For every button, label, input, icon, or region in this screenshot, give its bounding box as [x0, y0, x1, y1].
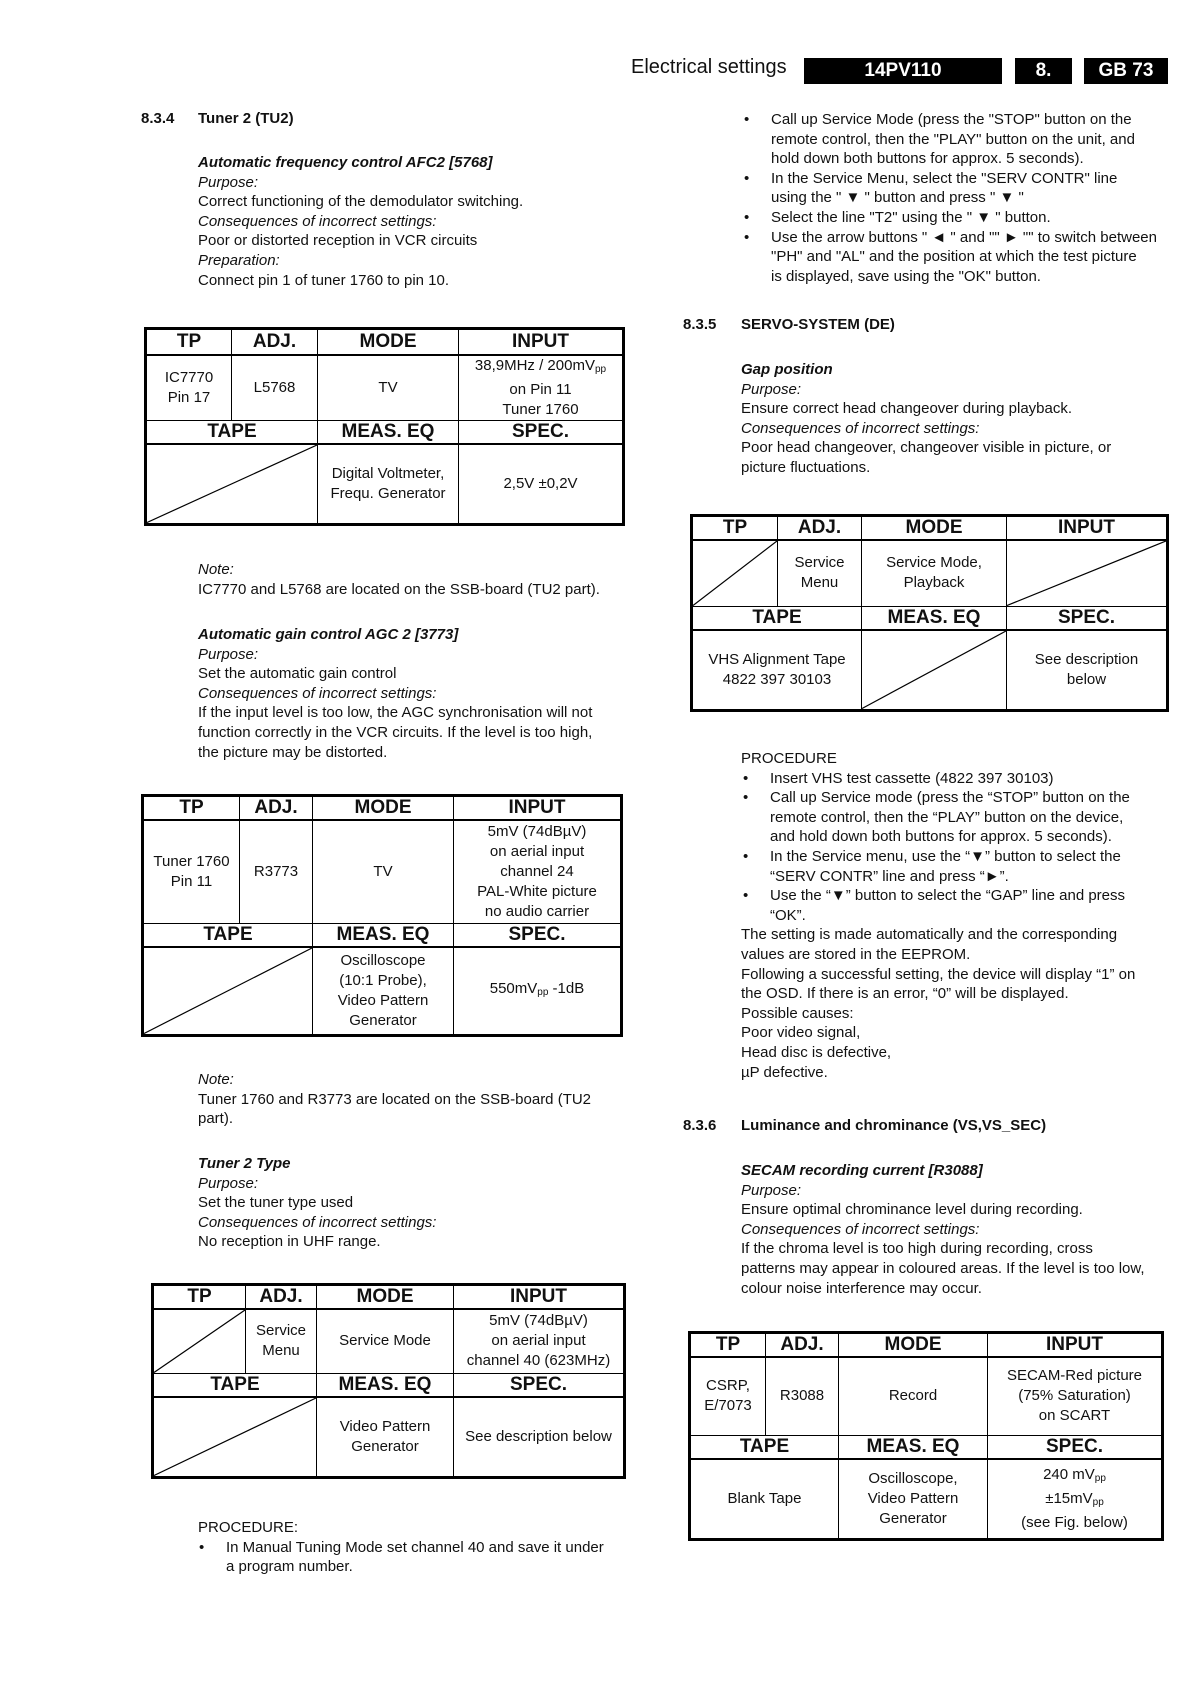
col-header-tape: TAPE: [153, 1373, 317, 1397]
consequences-label: Consequences of incorrect settings:: [741, 1220, 980, 1238]
secam-block: [741, 1161, 1145, 1298]
bullet-item: [741, 769, 1181, 789]
cell-spec: $550mV_{pp}$ -1dB: [454, 947, 622, 1035]
consequences-label: Consequences of incorrect settings:: [198, 1213, 437, 1231]
bullet-line: • Insert VHS test cassette (4822 397 30103): [770, 769, 1054, 787]
col-header-mode: MODE: [317, 1285, 454, 1310]
note-text: IC7770 and L5768 are located on the SSB-board (TU2 part).: [198, 580, 600, 598]
subsection-title: Tuner 2 Type: [198, 1155, 291, 1172]
col-header-adj: ADJ.: [778, 516, 862, 541]
subsection-title: Gap position: [741, 361, 833, 378]
bullet-line: "PH" and "AL" and the position at which the test picture: [771, 248, 1137, 266]
bullet-line: • In the Service menu, use the “▼” button to select the: [770, 847, 1121, 865]
purpose-label: Purpose:: [741, 380, 802, 398]
header-model-badge: 14PV110: [804, 58, 1002, 84]
purpose-text: Correct functioning of the demodulator switching.: [198, 193, 524, 211]
header-chapter-badge: 8.: [1015, 58, 1072, 84]
cell-tp: Tuner 1760 Pin 11: [143, 820, 240, 923]
cell-adj: R3773: [240, 820, 313, 923]
col-header-mode: MODE: [862, 516, 1007, 541]
col-header-input: INPUT: [988, 1333, 1163, 1358]
note-block: [198, 560, 600, 599]
bullet-item: [741, 847, 1181, 886]
col-header-mode: MODE: [318, 329, 459, 355]
col-header-adj: ADJ.: [240, 796, 313, 821]
cell-mode: TV: [318, 355, 459, 421]
col-header-spec: SPEC.: [988, 1435, 1163, 1459]
procedure-result-line: Poor video signal,: [741, 1024, 861, 1042]
col-header-mode: MODE: [313, 796, 454, 821]
bullet-line: remote control, then the “PLAY” button on the device,: [770, 808, 1124, 826]
bullet-item: [742, 169, 1182, 208]
cell-input: $38,9MHz / 200mV_{pp}$ on Pin 11 Tuner 1760: [459, 355, 624, 421]
col-header-adj: ADJ.: [766, 1333, 839, 1358]
gap-block: [741, 360, 1111, 478]
empty-diagonal-cell: [146, 444, 318, 524]
adjustment-table-agc2: [141, 794, 623, 1037]
bullet-item: [741, 788, 1181, 847]
col-header-adj: ADJ.: [232, 329, 318, 355]
col-header-spec: SPEC.: [454, 1373, 625, 1397]
adjustment-table-afc2: [144, 327, 625, 526]
note-text: Tuner 1760 and R3773 are located on the SSB-board (TU2: [198, 1090, 592, 1108]
header-title: Electrical settings: [631, 56, 787, 78]
consequences-label: Consequences of incorrect settings:: [741, 419, 980, 437]
cell-adj: Service Menu: [778, 540, 862, 606]
adjustment-table-secam: [688, 1331, 1164, 1541]
col-header-tp: TP: [146, 329, 232, 355]
consequences-text: No reception in UHF range.: [198, 1233, 381, 1251]
cell-meas-eq: Oscilloscope, Video Pattern Generator: [839, 1459, 988, 1539]
cell-mode: Service Mode: [317, 1309, 454, 1373]
col-header-input: INPUT: [454, 1285, 625, 1310]
consequences-text: Poor or distorted reception in VCR circuits: [198, 232, 478, 250]
consequences-text: colour noise interference may occur.: [741, 1279, 982, 1297]
procedure-label: PROCEDURE: [741, 750, 837, 767]
note-text: part).: [198, 1110, 234, 1128]
procedure-result-line: Following a successful setting, the device will display “1” on: [741, 965, 1136, 983]
subsection-title: Automatic frequency control AFC2 [5768]: [198, 154, 493, 171]
col-header-meas-eq: MEAS. EQ: [839, 1435, 988, 1459]
afc-block: [198, 153, 523, 290]
cell-mode: TV: [313, 820, 454, 923]
purpose-label: Purpose:: [198, 645, 259, 663]
purpose-text: Set the automatic gain control: [198, 665, 397, 683]
cell-adj: L5768: [232, 355, 318, 421]
col-header-spec: SPEC.: [1007, 606, 1168, 630]
empty-diagonal-cell: [1007, 540, 1168, 606]
col-header-input: INPUT: [459, 329, 624, 355]
procedure-result-line: µP defective.: [741, 1063, 828, 1081]
cell-meas-eq: Oscilloscope (10:1 Probe), Video Pattern Generator: [313, 947, 454, 1035]
col-header-spec: SPEC.: [459, 420, 624, 444]
col-header-tape: TAPE: [690, 1435, 839, 1459]
bullet-line: “OK”.: [770, 906, 806, 924]
purpose-label: Purpose:: [198, 173, 259, 191]
cell-tp: CSRP, E/7073: [690, 1357, 766, 1435]
consequences-text: If the chroma level is too high during recording, cross: [741, 1240, 1093, 1258]
bullet-item: [742, 110, 1182, 169]
subsection-title: Automatic gain control AGC 2 [3773]: [198, 626, 459, 643]
cell-tp: IC7770 Pin 17: [146, 355, 232, 421]
empty-diagonal-cell: [143, 947, 313, 1035]
purpose-text: Ensure correct head changeover during playback.: [741, 400, 1073, 418]
empty-diagonal-cell: [153, 1309, 246, 1373]
procedure-label: PROCEDURE:: [198, 1519, 299, 1536]
cell-spec: See description below: [1007, 630, 1168, 710]
bullet-line: and hold down both buttons for approx. 5 seconds).: [770, 828, 1112, 846]
procedure-result-line: values are stored in the EEPROM.: [741, 945, 971, 963]
procedure-step: • In Manual Tuning Mode set channel 40 and save it under a program number.: [197, 1538, 638, 1577]
empty-diagonal-cell: [692, 540, 778, 606]
cell-meas-eq: Video Pattern Generator: [317, 1397, 454, 1477]
consequences-text: If the input level is too low, the AGC synchronisation will not: [198, 704, 593, 722]
empty-diagonal-cell: [153, 1397, 317, 1477]
bullet-line: is displayed, save using the "OK" button.: [771, 267, 1041, 285]
col-header-adj: ADJ.: [246, 1285, 317, 1310]
section-number: 8.3.4: [141, 110, 175, 127]
cell-meas-eq: Digital Voltmeter, Frequ. Generator: [318, 444, 459, 524]
section-number: 8.3.5: [683, 316, 717, 333]
purpose-text: Ensure optimal chrominance level during recording.: [741, 1201, 1083, 1219]
col-header-meas-eq: MEAS. EQ: [318, 420, 459, 444]
bullet-line: • Call up Service mode (press the “STOP” button on the: [770, 789, 1130, 807]
adjustment-table-gap: [690, 514, 1169, 712]
bullet-item: [741, 886, 1181, 925]
col-header-tp: TP: [690, 1333, 766, 1358]
cell-input: 5mV (74dBµV) on aerial input channel 40 (623MHz): [454, 1309, 625, 1373]
col-header-input: INPUT: [1007, 516, 1168, 541]
consequences-text: the picture may be distorted.: [198, 743, 388, 761]
header-page-badge: GB 73: [1084, 58, 1168, 84]
purpose-text: Set the tuner type used: [198, 1194, 354, 1212]
section-title: SERVO-SYSTEM (DE): [741, 316, 895, 333]
bullet-line: • Use the “▼” button to select the “GAP” line and press: [770, 887, 1126, 905]
cell-adj: R3088: [766, 1357, 839, 1435]
cell-tape: VHS Alignment Tape 4822 397 30103: [692, 630, 862, 710]
col-header-tape: TAPE: [143, 923, 313, 947]
subsection-title: SECAM recording current [R3088]: [741, 1162, 983, 1179]
procedure-result-line: Head disc is defective,: [741, 1043, 892, 1061]
col-header-mode: MODE: [839, 1333, 988, 1358]
tuner-type-block: [198, 1154, 436, 1252]
bullet-item: [742, 228, 1182, 287]
col-header-tape: TAPE: [692, 606, 862, 630]
cell-input: SECAM-Red picture (75% Saturation) on SCART: [988, 1357, 1163, 1435]
consequences-label: Consequences of incorrect settings:: [198, 684, 437, 702]
col-header-tp: TP: [153, 1285, 246, 1310]
procedure-result-line: the OSD. If there is an error, “0” will be displayed.: [741, 985, 1069, 1003]
preparation-text: Connect pin 1 of tuner 1760 to pin 10.: [198, 271, 450, 289]
bullet-line: using the " ▼ " button and press " ▼ ": [771, 189, 1024, 207]
col-header-meas-eq: MEAS. EQ: [317, 1373, 454, 1397]
section-number: 8.3.6: [683, 1117, 717, 1134]
consequences-text: patterns may appear in coloured areas. If the level is too low,: [741, 1259, 1145, 1277]
cell-spec: 240 $mV_{pp}$ $\pm 15mV_{pp}$ (see Fig. below): [988, 1459, 1163, 1539]
gap-procedure-block: [741, 749, 1181, 1082]
consequences-label: Consequences of incorrect settings:: [198, 212, 437, 230]
t2-steps: [742, 110, 1182, 286]
col-header-meas-eq: MEAS. EQ: [313, 923, 454, 947]
bullet-line: • Call up Service Mode (press the "STOP" button on the: [771, 111, 1132, 128]
purpose-label: Purpose:: [741, 1181, 802, 1199]
bullet-line: “SERV CONTR” line and press “►”.: [770, 867, 1009, 885]
procedure-result-line: Possible causes:: [741, 1004, 854, 1022]
empty-diagonal-cell: [862, 630, 1007, 710]
consequences-text: picture fluctuations.: [741, 458, 871, 476]
cell-spec: 2,5V ±0,2V: [459, 444, 624, 524]
section-title: Luminance and chrominance (VS,VS_SEC): [741, 1117, 1047, 1134]
bullet-line: hold down both buttons for approx. 5 seconds).: [771, 150, 1084, 168]
cell-mode: Service Mode, Playback: [862, 540, 1007, 606]
bullet-item: [742, 208, 1182, 228]
cell-spec: See description below: [454, 1397, 625, 1477]
adjustment-table-tuner-type: [151, 1283, 626, 1479]
col-header-input: INPUT: [454, 796, 622, 821]
procedure-block: [198, 1518, 638, 1577]
cell-adj: Service Menu: [246, 1309, 317, 1373]
cell-input: 5mV (74dBµV) on aerial input channel 24 PAL-White picture no audio carrier: [454, 820, 622, 923]
consequences-text: Poor head changeover, changeover visible in picture, or: [741, 439, 1112, 457]
section-title: Tuner 2 (TU2): [198, 110, 294, 127]
col-header-meas-eq: MEAS. EQ: [862, 606, 1007, 630]
col-header-spec: SPEC.: [454, 923, 622, 947]
note-label: Note:: [198, 561, 234, 578]
col-header-tp: TP: [143, 796, 240, 821]
col-header-tape: TAPE: [146, 420, 318, 444]
bullet-line: • In the Service Menu, select the "SERV CONTR" line: [771, 169, 1118, 187]
cell-mode: Record: [839, 1357, 988, 1435]
cell-tape: Blank Tape: [690, 1459, 839, 1539]
agc-block: [198, 625, 592, 762]
purpose-label: Purpose:: [198, 1174, 259, 1192]
procedure-result-line: The setting is made automatically and the corresponding: [741, 926, 1118, 944]
bullet-line: • Select the line "T2" using the " ▼ " button.: [771, 208, 1051, 226]
consequences-text: function correctly in the VCR circuits. If the level is too high,: [198, 723, 593, 741]
note-block: [198, 1070, 591, 1129]
col-header-tp: TP: [692, 516, 778, 541]
bullet-line: remote control, then the "PLAY" button on the unit, and: [771, 130, 1135, 148]
bullet-line: • Use the arrow buttons " ◄ " and "" ► "" to switch between: [771, 228, 1157, 246]
preparation-label: Preparation:: [198, 251, 280, 269]
note-label: Note:: [198, 1071, 234, 1088]
